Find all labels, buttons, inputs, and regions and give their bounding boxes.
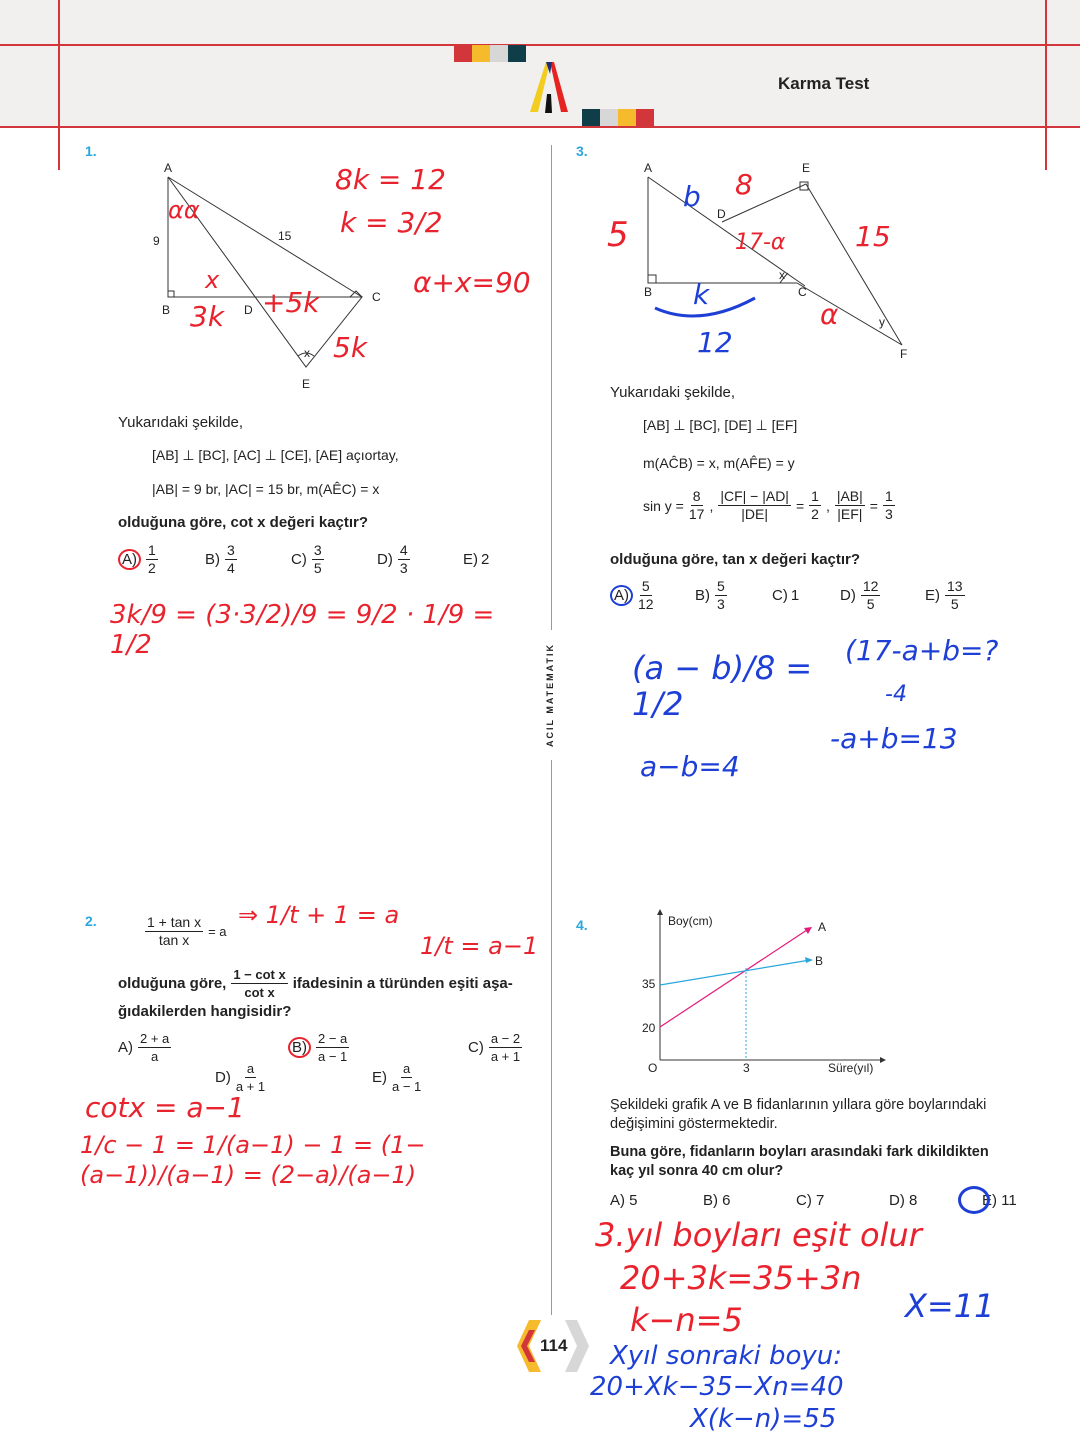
origin-label: O [648,1061,658,1075]
q3-option-c[interactable]: C) 1 [772,587,800,604]
handwriting-note: +5k [262,286,320,319]
question-number-3: 3. [576,143,588,159]
q2-option-b[interactable]: B) 2 − a a − 1 [288,1030,351,1065]
handwriting-note: 3k [190,300,225,333]
q3-triangle-figure [630,158,920,368]
q4-option-e[interactable]: E) 11 [982,1192,1017,1209]
page-title: Karma Test [778,74,870,93]
handwriting-solution: Xyıl sonraki boyu: [610,1341,843,1371]
handwriting-note: 17-α [735,230,786,255]
q3-option-b[interactable]: B) 5 3 [695,578,725,612]
q1-option-c[interactable]: C) 3 5 [291,542,322,576]
vertex-label-f: F [900,347,908,361]
q3-question: olduğuna göre, tan x değeri kaçtır? [610,551,861,568]
handwriting-note: k [693,278,710,311]
color-blocks-top [454,45,526,62]
q2-question: olduğuna göre, 1 − cot x cot x ifadesinin a türünden eşiti aşa- [118,967,513,1000]
q1-option-d[interactable]: D) 4 3 [377,542,408,576]
series-a-line [660,928,810,1027]
handwriting-note: 8 [735,168,753,201]
q1-option-e[interactable]: E) 2 [463,551,490,568]
q1-intro: Yukarıdaki şekilde, [118,414,244,431]
handwriting-note: 12 [697,326,733,359]
q1-given-1: [AB] ⊥ [BC], [AC] ⊥ [CE], [AE] açıortay, [152,447,399,463]
handwriting-solution: 3.yıl boyları eşit olur [595,1216,922,1254]
handwriting-solution: -a+b=13 [830,722,958,755]
vertex-label-c: C [372,290,381,304]
vertex-label-c: C [798,285,807,299]
handwriting-solution: X(k−n)=55 [690,1404,837,1434]
q2-option-e[interactable]: E) a a − 1 [372,1061,422,1094]
handwriting-solution: cotx = a−1 [85,1091,245,1124]
q1-option-a[interactable]: A) 1 2 [118,542,160,577]
handwriting-solution: 3k/9 = (3·3/2)/9 = 9/2 · 1/9 = 1/2 [110,600,495,660]
spine-label: ACIL MATEMATIK [545,630,559,760]
y-axis-label: Boy(cm) [668,914,713,928]
question-number-1: 1. [85,143,97,159]
angle-label-x: x [304,346,310,360]
q3-given-2: m(AĈB) = x, m(AF̂E) = y [643,455,795,471]
q3-option-e[interactable]: E) 13 5 [925,578,963,612]
handwriting-solution: 1/c − 1 = 1/(a−1) − 1 = (1−(a−1))/(a−1) = (2−a)/(a−1) [80,1131,426,1189]
handwriting-note: x [205,266,220,294]
q2-question-line2: ğıdakilerden hangisidir? [118,1003,292,1020]
x-tick-label: 3 [743,1061,750,1075]
handwriting-note: k = 3/2 [340,206,443,239]
margin-line-left [58,0,60,170]
q2-option-d[interactable]: D) a a + 1 [215,1061,266,1094]
handwriting-solution: 20+Xk−35−Xn=40 [590,1372,844,1402]
q4-text-1: Şekildeki grafik A ve B fidanlarının yıllara göre boylarındaki [610,1097,987,1113]
q4-option-d[interactable]: D) 8 [889,1192,918,1209]
angle-label-x: x [779,268,785,282]
margin-line-right [1045,0,1047,170]
q3-option-d[interactable]: D) 12 5 [840,578,879,612]
q3-given-3: sin y = $\frac{8}{17}$ , |CF| − |AD| |DE| = 1 2 , |AB| |EF| = 1 3 [643,488,893,522]
vertex-label-e: E [302,377,311,391]
handwriting-solution: k−n=5 [630,1301,743,1339]
handwriting-solution: (a − b)/8 = 1/2 [632,649,813,723]
answer-circle-mark [958,1186,990,1214]
series-b-label: B [815,954,824,968]
q1-options [112,542,542,582]
q3-option-a[interactable]: A) 5 12 [610,578,656,613]
q4-option-b[interactable]: B) 6 [703,1192,731,1209]
handwriting-note: 5 [607,215,629,255]
q4-text-2: değişimini göstermektedir. [610,1116,778,1132]
q4-question-1: Buna göre, fidanların boyları arasındaki fark dikildikten [610,1144,989,1160]
q2-option-a[interactable]: A) 2 + a a [118,1031,170,1064]
q1-given-2: |AB| = 9 br, |AC| = 15 br, m(AÊC) = x [152,481,380,497]
q4-option-a[interactable]: A) 5 [610,1192,638,1209]
brand-logo-icon [528,60,574,116]
handwriting-solution: 20+3k=35+3n [620,1259,862,1297]
vertex-label-a: A [164,161,173,175]
header-rule-top [0,44,1080,46]
q3-intro: Yukarıdaki şekilde, [610,384,736,401]
x-axis-arrow-icon [880,1057,886,1063]
handwriting-solution: (17-a+b=? [845,634,999,667]
handwriting-note: α+x=90 [413,266,531,299]
side-label-ac: 15 [278,229,292,243]
handwriting-note: 8k = 12 [335,163,446,196]
vertex-label-b: B [162,303,171,317]
q4-option-c[interactable]: C) 7 [796,1192,825,1209]
handwriting-note: 5k [333,331,368,364]
handwriting-solution: a−b=4 [640,750,740,783]
q2-option-c[interactable]: C) a − 2 a + 1 [468,1031,521,1064]
q4-question-2: kaç yıl sonra 40 cm olur? [610,1163,784,1179]
handwriting-note: 1/t = a−1 [420,932,539,960]
handwriting-note: α [820,298,839,331]
question-number-2: 2. [85,913,97,929]
vertex-label-d: D [717,207,726,221]
header-rule-bottom [0,126,1080,128]
q3-options [604,578,984,618]
series-b-line [660,960,810,985]
y-axis-arrow-icon [657,909,663,915]
x-axis-label: Süre(yıl) [828,1061,874,1075]
page-number: 114 [540,1336,568,1355]
q1-option-b[interactable]: B) 3 4 [205,542,235,576]
q4-growth-chart [630,905,890,1080]
handwriting-solution: -4 [885,682,907,707]
angle-label-y: y [879,315,885,329]
vertex-label-b: B [644,285,653,299]
handwriting-note: 15 [855,220,891,253]
q2-given: $\frac{\text{1 + tan x}}{\text{tan x}}$ = a [147,914,227,948]
handwriting-note: b [683,180,701,213]
y-tick-label: 35 [642,977,656,991]
series-b-arrow-icon [805,957,813,963]
color-blocks-bottom [582,109,654,126]
q1-question: olduğuna göre, cot x değeri kaçtır? [118,514,369,531]
question-number-4: 4. [576,917,588,933]
vertex-label-a: A [644,161,653,175]
handwriting-note: ⇒ 1/t + 1 = a [238,901,400,929]
series-a-label: A [818,920,827,934]
handwriting-solution: X=11 [905,1287,995,1325]
q3-given-1: [AB] ⊥ [BC], [DE] ⊥ [EF] [643,417,798,433]
y-tick-label: 20 [642,1021,656,1035]
side-label-ab: 9 [153,234,160,248]
handwriting-note: αα [168,196,200,224]
vertex-label-d: D [244,303,253,317]
vertex-label-e: E [802,161,811,175]
